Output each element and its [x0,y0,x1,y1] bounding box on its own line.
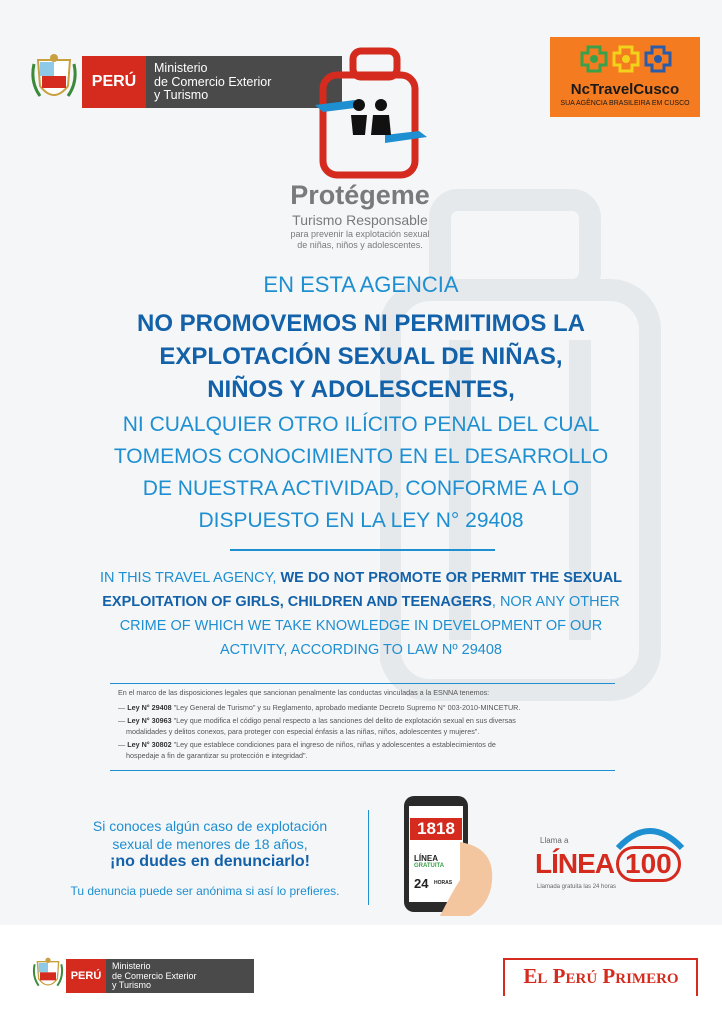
divider-rule [230,549,495,551]
cta-divider [368,810,369,905]
notice-line-7: DE NUESTRA ACTIVIDAD, CONFORME A LO [142,477,580,500]
agency-tagline: SUA AGÊNCIA BRASILEIRA EM CUSCO [560,100,690,107]
ministerio-name: Ministerio de Comercio Exterior y Turismo [146,56,342,108]
linea100-name: LÍNEA [535,848,614,879]
legal-box [118,688,618,761]
notice-line-4: NIÑOS Y ADOLESCENTES, [207,376,515,403]
linea100-small: Llama a [540,836,569,845]
agency-logo [550,37,700,117]
peru-label: PERÚ [82,56,146,108]
phone-graphic [400,792,485,914]
english-notice: IN THIS TRAVEL AGENCY, WE DO NOT PROMOTE OR PERMIT THE SEXUAL EXPLOITATION OF GIRLS, CHILDREN AND TEENAGERS, NOR ANY OTHER CRIME OF WHICH WE TAKE KNOWLEDGE IN DEVELOPMENT OF OUR ACTIVITY, ACCORDING TO LAW Nº 29408 [99,570,623,658]
cta-line-4: Tu denuncia puede ser anónima si así lo prefieres. [70,884,340,898]
phone-hours-label: HORAS [434,880,453,886]
legal-box-rule [110,683,615,684]
protegeme-title: Protégeme [290,180,430,210]
andean-cross-icon [578,43,674,75]
agency-name: NcTravelCusco [570,81,680,98]
phone-hours: 24 [414,876,429,891]
cta-line-2: sexual de menores de 18 años, [112,836,308,852]
footer-peru-label: PERÚ [66,959,106,993]
legal-intro: En el marco de las disposiciones legales que sancionan penalmente las conductas vinculadas a la ESNNA tenemos: [118,688,490,697]
notice-line-8: DISPUESTO EN LA LEY N° 29408 [198,509,524,532]
linea100-arc-icon [610,822,690,852]
peru-coat-of-arms-icon [30,52,78,108]
notice-line-5: NI CUALQUIER OTRO ILÍCITO PENAL DEL CUAL [122,413,600,436]
linea100-number: 100 [616,846,681,882]
protegeme-subtitle: Turismo Responsable [292,212,428,228]
notice-line-6: TOMEMOS CONOCIMIENTO EN EL DESARROLLO [113,445,609,468]
notice-line-2: NO PROMOVEMOS NI PERMITIMOS LA [136,310,586,337]
peru-coat-of-arms-icon [32,956,64,994]
protegeme-tagline-1: para prevenir la explotación sexual [290,229,430,239]
cta-line-1: Si conoces algún caso de explotación [92,818,328,834]
legal-item: — Ley N° 30963 "Ley que modifica el código penal respecto a las sanciones del delito de explotación sexual en sus diversas modalidades y delitos conexos, para proteger con especial énfasis a las niñas, niños, adolescentes y mujeres". [118,716,516,736]
footer-slogan: El Perú Primero [523,964,679,988]
legal-item: — Ley N° 30802 "Ley que establece condiciones para el ingreso de niños, niñas y adolescentes a establecimientos de hospedaje a fin de garantizar su protección e integridad". [118,740,496,760]
legal-box-rule-bottom [110,770,615,771]
phone-label-1: LÍNEA [414,854,438,863]
linea100-caption: Llamada gratuita las 24 horas [537,884,617,890]
legal-item: — Ley N° 29408 "Ley General de Turismo" y su Reglamento, aprobado mediante Decreto Supremo N° 003-2010-MINCETUR. [118,702,521,712]
phone-number: 1818 [410,818,462,840]
cta-line-3: ¡no dudes en denunciarlo! [109,853,310,870]
notice-line-3: EXPLOTACIÓN SEXUAL DE NIÑAS, [159,343,563,370]
protegeme-suitcase-icon [315,45,435,180]
protegeme-tagline-2: de niñas, niños y adolescentes. [297,240,423,250]
footer-ministerio-name: Ministerio de Comercio Exterior y Turismo [106,959,254,993]
phone-label-2: GRATUITA [414,863,445,869]
notice-line-1: EN ESTA AGENCIA [263,272,459,297]
